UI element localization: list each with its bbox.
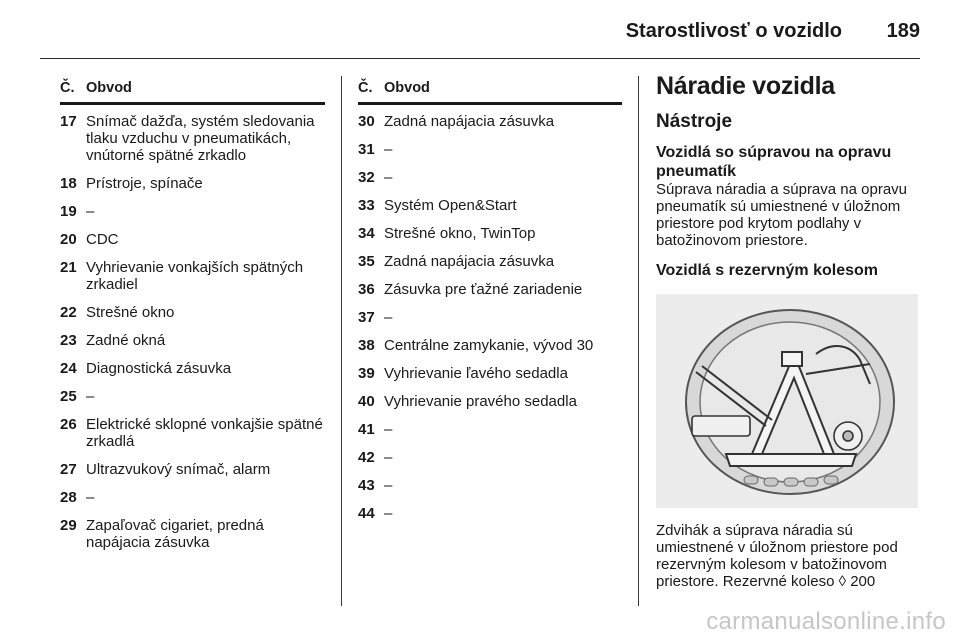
fuse-number: 34 [358, 225, 375, 242]
table-row [60, 416, 325, 450]
circuit-name: – [86, 203, 95, 220]
table-row [60, 259, 325, 293]
fuse-number: 20 [60, 231, 77, 248]
fuse-number: 31 [358, 141, 375, 158]
table-row [358, 477, 622, 494]
jack-tools-illustration [656, 294, 918, 508]
page-reference-icon: ◊ [838, 573, 847, 590]
fuse-number: 43 [358, 477, 375, 494]
table-row [60, 517, 325, 551]
fuse-number: 29 [60, 517, 77, 534]
circuit-name: – [384, 449, 393, 466]
spare-wheel-well-drawing [656, 294, 918, 508]
fuse-number: 24 [60, 360, 77, 377]
fuse-number: 40 [358, 393, 375, 410]
circuit-name: CDC [86, 231, 119, 248]
table-row [60, 489, 325, 506]
table-row [358, 505, 622, 522]
circuit-name: Zadné okná [86, 332, 166, 349]
fuse-number: 26 [60, 416, 77, 433]
fuse-number: 17 [60, 113, 77, 130]
table-row [358, 393, 622, 410]
column-divider-2 [638, 76, 639, 606]
table-rows [358, 113, 622, 522]
table-header [60, 80, 325, 105]
circuit-name: Prístroje, spínače [86, 175, 203, 192]
circuit-name: Diagnostická zásuvka [86, 360, 232, 377]
table-row [60, 175, 325, 192]
fuse-number: 25 [60, 388, 77, 405]
table-row [358, 421, 622, 438]
page-header [40, 0, 920, 59]
table-row [358, 253, 622, 270]
circuit-name: – [384, 421, 393, 438]
circuit-name: Zadná napájacia zásuvka [384, 113, 555, 130]
fuse-number: 33 [358, 197, 375, 214]
table-row [60, 304, 325, 321]
circuit-name: – [86, 489, 95, 506]
table-row [60, 231, 325, 248]
fuse-number: 42 [358, 449, 375, 466]
circuit-name: – [384, 141, 393, 158]
table-row [358, 365, 622, 382]
fuse-number: 28 [60, 489, 77, 506]
fuse-table-middle [358, 80, 622, 533]
circuit-name: Vyhrievanie pravého sedadla [384, 393, 577, 410]
circuit-name: Ultrazvukový snímač, alarm [86, 461, 271, 478]
circuit-name: – [384, 477, 393, 494]
circuit-name: – [384, 309, 393, 326]
section-subtitle: Nástroje [656, 111, 733, 132]
illustration-caption [656, 522, 924, 590]
fuse-number: 19 [60, 203, 77, 220]
circuit-name: Strešné okno, TwinTop [384, 225, 536, 242]
table-row [60, 332, 325, 349]
tire-repair-text: Súprava náradia a súprava na opravu pneumatík sú umiestnené v úložnom priestore pod krytom podlahy v batožinovom priestore. [656, 181, 908, 249]
fuse-number: 39 [358, 365, 375, 382]
table-header [358, 80, 622, 105]
circuit-name: Elektrické sklopné vonkajšie spätné zrkadlá [86, 416, 323, 450]
page-reference-number: 200 [850, 573, 876, 590]
circuit-name: – [384, 505, 393, 522]
table-row [358, 337, 622, 354]
page-number: 189 [886, 20, 920, 42]
chapter-title: Starostlivosť o vozidlo [625, 20, 842, 42]
vehicle-tools-section [656, 72, 924, 602]
circuit-name: – [384, 169, 393, 186]
caption-text: Zdvihák a súprava náradia sú umiestnené v úložnom priestore pod rezervným kolesom v batožinovom priestore. Rezervné koleso [656, 522, 898, 590]
fuse-table-left [60, 80, 325, 562]
circuit-name: Vyhrievanie vonkajších spätných zrkadiel [86, 259, 304, 293]
fuse-number: 18 [60, 175, 77, 192]
watermark-text: carmanualsonline.info [706, 608, 946, 635]
table-row [60, 388, 325, 405]
fuse-number: 41 [358, 421, 375, 438]
table-row [60, 203, 325, 220]
fuse-number: 36 [358, 281, 375, 298]
section-title: Náradie vozidla [656, 72, 835, 100]
table-row [60, 461, 325, 478]
spare-wheel-heading: Vozidlá s rezervným kolesom [656, 262, 879, 279]
col-number-header: Č. [358, 80, 373, 96]
circuit-name: Systém Open&Start [384, 197, 517, 214]
fuse-number: 27 [60, 461, 77, 478]
fuse-number: 32 [358, 169, 375, 186]
table-row [60, 360, 325, 377]
fuse-number: 38 [358, 337, 375, 354]
table-row [358, 225, 622, 242]
table-row [358, 169, 622, 186]
fuse-number: 30 [358, 113, 375, 130]
column-divider-1 [341, 76, 342, 606]
table-row [358, 141, 622, 158]
tire-repair-heading: Vozidlá so súpravou na opravu pneumatík [656, 144, 892, 180]
fuse-number: 23 [60, 332, 77, 349]
fuse-number: 44 [358, 505, 375, 522]
circuit-name: Strešné okno [86, 304, 175, 321]
table-row [358, 449, 622, 466]
circuit-name: Zapaľovač cigariet, predná napájacia zásuvka [86, 517, 264, 551]
circuit-name: – [86, 388, 95, 405]
circuit-name: Vyhrievanie ľavého sedadla [384, 365, 568, 382]
col-circuit-header: Obvod [86, 80, 132, 96]
circuit-name: Zásuvka pre ťažné zariadenie [384, 281, 583, 298]
table-row [358, 281, 622, 298]
fuse-number: 22 [60, 304, 77, 321]
circuit-name: Centrálne zamykanie, vývod 30 [384, 337, 594, 354]
fuse-number: 35 [358, 253, 375, 270]
table-rows [60, 113, 325, 551]
circuit-name: Snímač dažďa, systém sledovania tlaku vzduchu v pneumatikách, vnútorné spätné zrkadlo [86, 113, 315, 164]
fuse-number: 21 [60, 259, 77, 276]
table-row [358, 197, 622, 214]
table-row [60, 113, 325, 164]
col-circuit-header: Obvod [384, 80, 430, 96]
table-row [358, 113, 622, 130]
table-row [358, 309, 622, 326]
col-number-header: Č. [60, 80, 75, 96]
fuse-number: 37 [358, 309, 375, 326]
circuit-name: Zadná napájacia zásuvka [384, 253, 555, 270]
